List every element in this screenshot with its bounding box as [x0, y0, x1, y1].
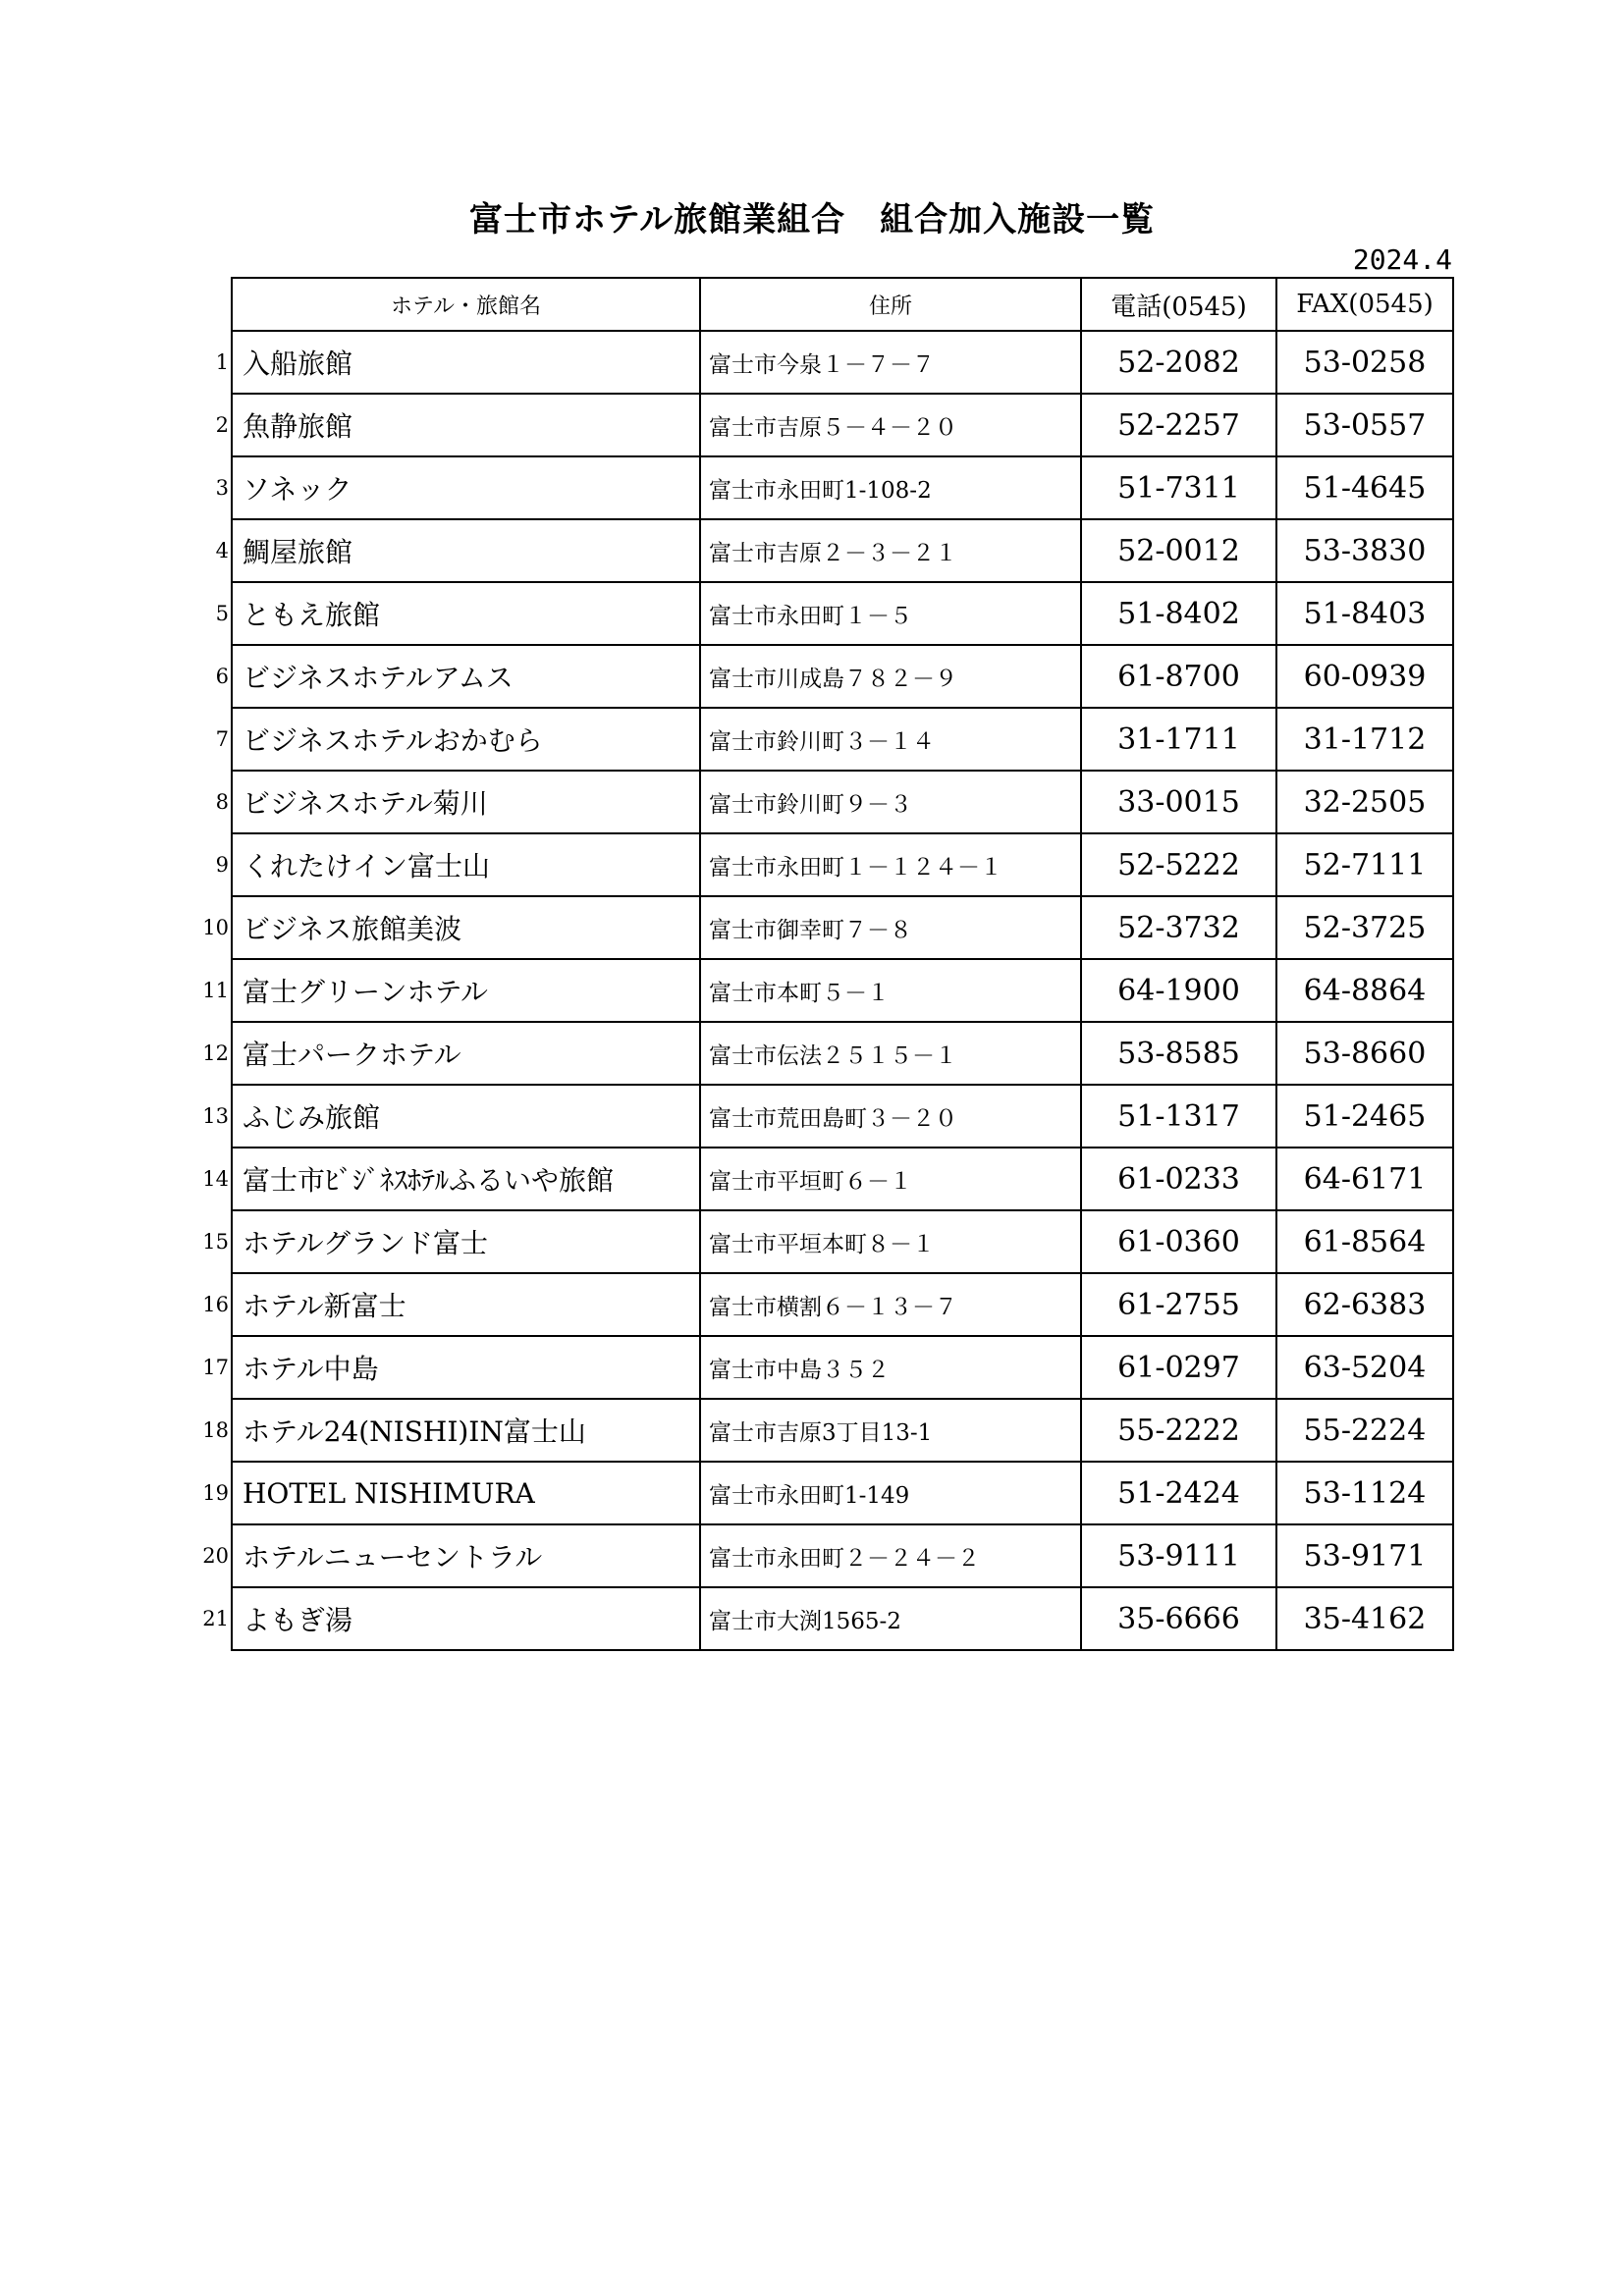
facility-fax: 53-1124	[1276, 1462, 1453, 1524]
facility-address: 富士市永田町１－５	[700, 582, 1081, 645]
row-number: 6	[215, 665, 229, 688]
document-date: 2024.4	[1352, 243, 1452, 276]
facility-address: 富士市吉原５－４－２０	[700, 394, 1081, 456]
facility-name: ホテルグランド富士	[243, 1227, 489, 1259]
table-header-row	[232, 278, 1453, 331]
column-header-fax: FAX(0545)	[1276, 278, 1453, 331]
facility-name: 入船旅館	[243, 347, 353, 380]
facility-address: 富士市鈴川町３－１４	[700, 708, 1081, 771]
facility-name: ホテル中島	[243, 1353, 379, 1385]
facility-name-cell	[215, 331, 700, 394]
facility-name-cell	[202, 959, 700, 1022]
facility-address: 富士市伝法２５１５－１	[700, 1022, 1081, 1085]
facility-fax: 53-3830	[1276, 519, 1453, 582]
row-number: 9	[215, 853, 229, 877]
facility-name-cell	[215, 456, 700, 519]
facility-phone: 61-0360	[1081, 1210, 1276, 1273]
table-row	[232, 959, 1453, 1022]
table-row	[232, 896, 1453, 959]
facility-name: ビジネスホテルおかむら	[243, 724, 543, 757]
facility-phone: 61-2755	[1081, 1273, 1276, 1336]
facility-address: 富士市大渕1565-2	[700, 1587, 1081, 1650]
facility-address: 富士市横割６－１３－７	[700, 1273, 1081, 1336]
facility-phone: 52-2082	[1081, 331, 1276, 394]
facility-name-cell	[202, 1148, 700, 1210]
facility-name-cell	[215, 394, 700, 456]
facility-fax: 53-0258	[1276, 331, 1453, 394]
facility-address: 富士市今泉１－７－７	[700, 331, 1081, 394]
facility-name-cell	[202, 1085, 700, 1148]
table-row	[232, 1587, 1453, 1650]
facility-phone: 52-0012	[1081, 519, 1276, 582]
facility-name-cell	[202, 1399, 700, 1462]
facility-phone: 51-1317	[1081, 1085, 1276, 1148]
facility-fax: 35-4162	[1276, 1587, 1453, 1650]
facility-phone: 61-8700	[1081, 645, 1276, 708]
row-number: 12	[202, 1041, 229, 1065]
facility-phone: 51-8402	[1081, 582, 1276, 645]
facility-name-cell	[215, 519, 700, 582]
facility-name-cell	[215, 708, 700, 771]
facility-phone: 35-6666	[1081, 1587, 1276, 1650]
facility-fax: 52-3725	[1276, 896, 1453, 959]
facility-address: 富士市吉原3丁目13-1	[700, 1399, 1081, 1462]
facility-name: ビジネス旅館美波	[243, 913, 462, 945]
column-header-address: 住所	[700, 278, 1081, 331]
facility-fax: 61-8564	[1276, 1210, 1453, 1273]
facility-address: 富士市中島３５２	[700, 1336, 1081, 1399]
facility-name: よもぎ湯	[243, 1604, 353, 1636]
table-row	[232, 771, 1453, 833]
table-row	[232, 1210, 1453, 1273]
row-number: 11	[202, 979, 229, 1002]
table-row	[232, 331, 1453, 394]
facility-address: 富士市平垣町６－１	[700, 1148, 1081, 1210]
facility-name-cell	[202, 1210, 700, 1273]
table-row	[232, 1462, 1453, 1524]
facility-address: 富士市永田町２－２４－２	[700, 1524, 1081, 1587]
facility-name-cell	[202, 896, 700, 959]
row-number: 7	[215, 727, 229, 751]
facility-phone: 53-9111	[1081, 1524, 1276, 1587]
facility-name-cell	[215, 833, 700, 896]
row-number: 10	[202, 916, 229, 939]
facility-table	[202, 277, 1454, 1651]
facility-name-cell	[202, 1336, 700, 1399]
facility-name-cell	[215, 645, 700, 708]
facility-fax: 53-8660	[1276, 1022, 1453, 1085]
row-number: 3	[215, 476, 229, 500]
facility-fax: 55-2224	[1276, 1399, 1453, 1462]
facility-fax: 62-6383	[1276, 1273, 1453, 1336]
facility-name: 富士グリーンホテル	[243, 976, 489, 1008]
facility-name-cell	[202, 1524, 700, 1587]
row-number: 8	[215, 790, 229, 814]
row-number: 17	[202, 1356, 229, 1379]
facility-name-cell	[215, 582, 700, 645]
facility-name: ホテルニューセントラル	[243, 1541, 543, 1574]
row-number: 16	[202, 1293, 229, 1316]
facility-name: ビジネスホテル菊川	[243, 787, 488, 820]
facility-name-cell	[202, 1273, 700, 1336]
table-row	[232, 1524, 1453, 1587]
facility-name: 富士パークホテル	[243, 1039, 461, 1071]
facility-fax: 64-8864	[1276, 959, 1453, 1022]
table-row	[232, 833, 1453, 896]
row-number: 20	[202, 1544, 229, 1568]
facility-fax: 53-9171	[1276, 1524, 1453, 1587]
facility-address: 富士市川成島７８２－９	[700, 645, 1081, 708]
table-row	[232, 456, 1453, 519]
facility-fax: 64-6171	[1276, 1148, 1453, 1210]
row-number: 13	[202, 1104, 229, 1128]
facility-address: 富士市本町５－１	[700, 959, 1081, 1022]
facility-name: HOTEL NISHIMURA	[243, 1476, 535, 1510]
facility-address: 富士市吉原２－３－２１	[700, 519, 1081, 582]
facility-phone: 52-3732	[1081, 896, 1276, 959]
facility-fax: 51-4645	[1276, 456, 1453, 519]
facility-name-cell	[215, 771, 700, 833]
facility-name-cell	[202, 1587, 700, 1650]
facility-fax: 51-8403	[1276, 582, 1453, 645]
column-header-phone: 電話(0545)	[1081, 278, 1276, 331]
facility-phone: 64-1900	[1081, 959, 1276, 1022]
table-row	[232, 1148, 1453, 1210]
row-number: 18	[202, 1418, 229, 1442]
facility-name: ビジネスホテルアムス	[243, 662, 514, 694]
facility-name-cell	[202, 1022, 700, 1085]
facility-phone: 52-2257	[1081, 394, 1276, 456]
facility-phone: 31-1711	[1081, 708, 1276, 771]
facility-phone: 61-0233	[1081, 1148, 1276, 1210]
facility-name: くれたけイン富士山	[243, 850, 491, 882]
facility-address: 富士市永田町１－１２４－１	[700, 833, 1081, 896]
facility-phone: 61-0297	[1081, 1336, 1276, 1399]
table-row	[232, 708, 1453, 771]
facility-address: 富士市御幸町７－８	[700, 896, 1081, 959]
facility-phone: 33-0015	[1081, 771, 1276, 833]
facility-phone: 55-2222	[1081, 1399, 1276, 1462]
facility-fax: 63-5204	[1276, 1336, 1453, 1399]
facility-phone: 52-5222	[1081, 833, 1276, 896]
row-number: 5	[215, 602, 229, 625]
table-row	[232, 394, 1453, 456]
row-number: 2	[215, 413, 229, 437]
table-row	[232, 1273, 1453, 1336]
table-row	[232, 582, 1453, 645]
facility-phone: 51-2424	[1081, 1462, 1276, 1524]
facility-address: 富士市平垣本町８－１	[700, 1210, 1081, 1273]
table-row	[232, 1336, 1453, 1399]
row-number: 21	[202, 1607, 229, 1630]
facility-address: 富士市荒田島町３－２０	[700, 1085, 1081, 1148]
facility-fax: 52-7111	[1276, 833, 1453, 896]
row-number: 19	[202, 1481, 229, 1505]
facility-address: 富士市永田町1-149	[700, 1462, 1081, 1524]
facility-name: 富士市ﾋﾞｼﾞﾈｽﾎﾃﾙふるいや旅館	[243, 1164, 615, 1197]
table-row	[232, 519, 1453, 582]
table-row	[232, 1022, 1453, 1085]
facility-name: 魚静旅館	[243, 410, 353, 443]
facility-fax: 32-2505	[1276, 771, 1453, 833]
facility-name: ホテル新富士	[243, 1290, 406, 1322]
facility-fax: 51-2465	[1276, 1085, 1453, 1148]
row-number: 1	[215, 350, 229, 374]
facility-name: ふじみ旅館	[243, 1101, 381, 1134]
facility-phone: 53-8585	[1081, 1022, 1276, 1085]
facility-name: 鯛屋旅館	[243, 536, 353, 568]
facility-fax: 53-0557	[1276, 394, 1453, 456]
facility-address: 富士市永田町1-108-2	[700, 456, 1081, 519]
facility-fax: 60-0939	[1276, 645, 1453, 708]
table-row	[232, 1085, 1453, 1148]
facility-name: ともえ旅館	[243, 599, 381, 631]
table-row	[232, 1399, 1453, 1462]
row-number: 14	[202, 1167, 229, 1191]
row-number: 15	[202, 1230, 229, 1254]
table-row	[232, 645, 1453, 708]
facility-name: ソネック	[243, 473, 352, 506]
facility-phone: 51-7311	[1081, 456, 1276, 519]
facility-address: 富士市鈴川町９－３	[700, 771, 1081, 833]
facility-name: ホテル24(NISHI)IN富士山	[243, 1415, 586, 1448]
column-header-name: ホテル・旅館名	[232, 278, 700, 331]
facility-fax: 31-1712	[1276, 708, 1453, 771]
row-number: 4	[215, 539, 229, 562]
page-title: 富士市ホテル旅館業組合 組合加入施設一覧	[468, 200, 1156, 240]
facility-name-cell	[202, 1462, 700, 1524]
